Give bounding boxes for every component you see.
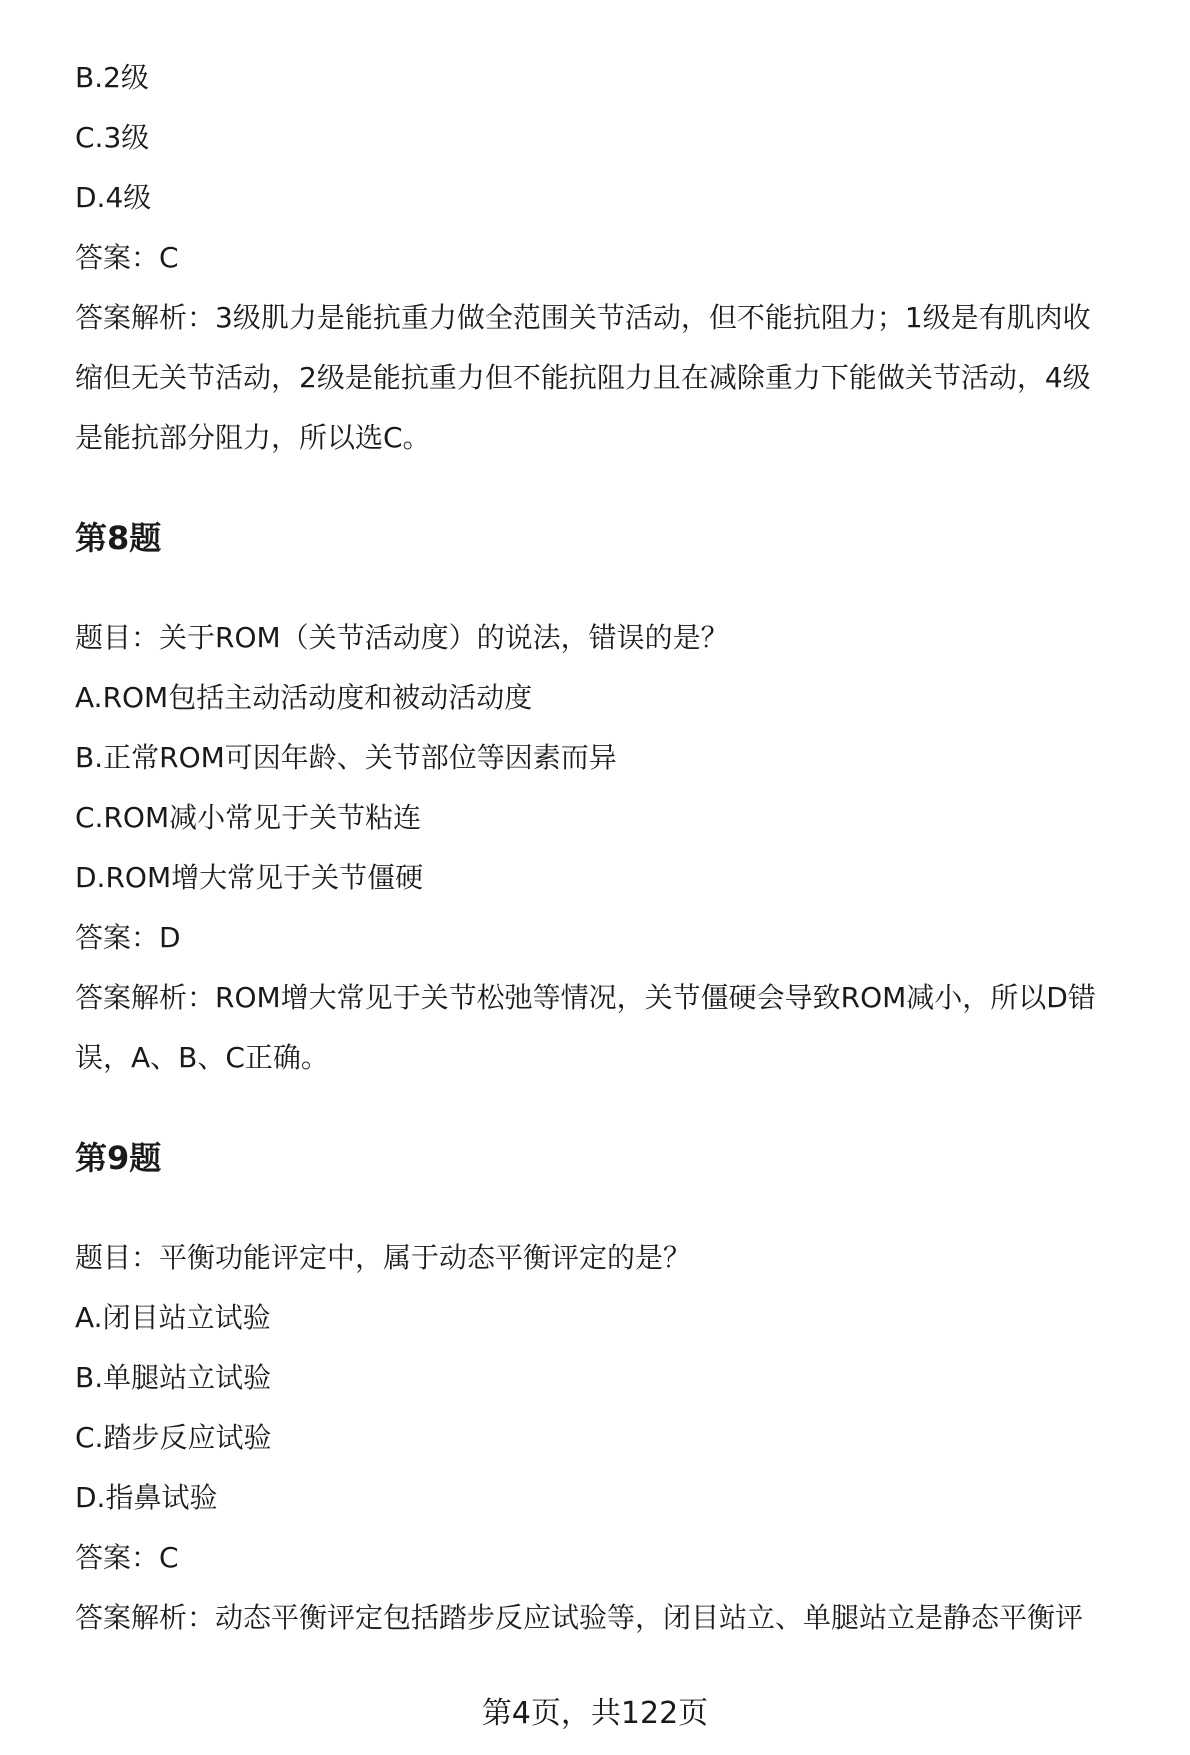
analysis-line: 答案解析：动态平衡评定包括踏步反应试验等，闭目站立、单腿站立是静态平衡评 (75, 1601, 1084, 1634)
option-a: A.闭目站立试验 (75, 1301, 271, 1334)
question-heading: 第9题 (75, 1139, 162, 1177)
question-heading: 第8题 (75, 519, 162, 557)
page-footer: 第4页，共122页 (481, 1696, 709, 1731)
answer: 答案：D (75, 921, 181, 954)
option-b: B.单腿站立试验 (75, 1361, 272, 1394)
analysis-line: 答案解析：ROM增大常见于关节松弛等情况，关节僵硬会导致ROM减小，所以D错 (75, 981, 1096, 1014)
option-d: D.4级 (75, 181, 152, 214)
analysis-line: 答案解析：3级肌力是能抗重力做全范围关节活动，但不能抗阻力；1级是有肌肉收 (75, 301, 1091, 334)
question-text: 题目：关于ROM（关节活动度）的说法，错误的是？ (75, 621, 729, 654)
answer: 答案：C (75, 1541, 179, 1574)
option-b: B.2级 (75, 61, 149, 94)
option-d: D.指鼻试验 (75, 1481, 218, 1514)
question-9 (75, 1128, 1175, 1648)
option-c: C.踏步反应试验 (75, 1421, 272, 1454)
option-c: C.3级 (75, 121, 150, 154)
option-b: B.正常ROM可因年龄、关节部位等因素而异 (75, 741, 617, 774)
document-page (75, 48, 1175, 1648)
analysis-line: 缩但无关节活动，2级是能抗重力但不能抗阻力且在减除重力下能做关节活动，4级 (75, 361, 1091, 394)
option-d: D.ROM增大常见于关节僵硬 (75, 861, 424, 894)
option-a: A.ROM包括主动活动度和被动活动度 (75, 681, 533, 714)
question-7-tail (75, 48, 1175, 468)
question-text: 题目：平衡功能评定中，属于动态平衡评定的是？ (75, 1241, 692, 1274)
question-8 (75, 508, 1175, 1088)
answer: 答案：C (75, 241, 179, 274)
analysis-line: 是能抗部分阻力，所以选C。 (75, 421, 431, 454)
option-c: C.ROM减小常见于关节粘连 (75, 801, 422, 834)
analysis-line: 误，A、B、C正确。 (75, 1041, 329, 1074)
